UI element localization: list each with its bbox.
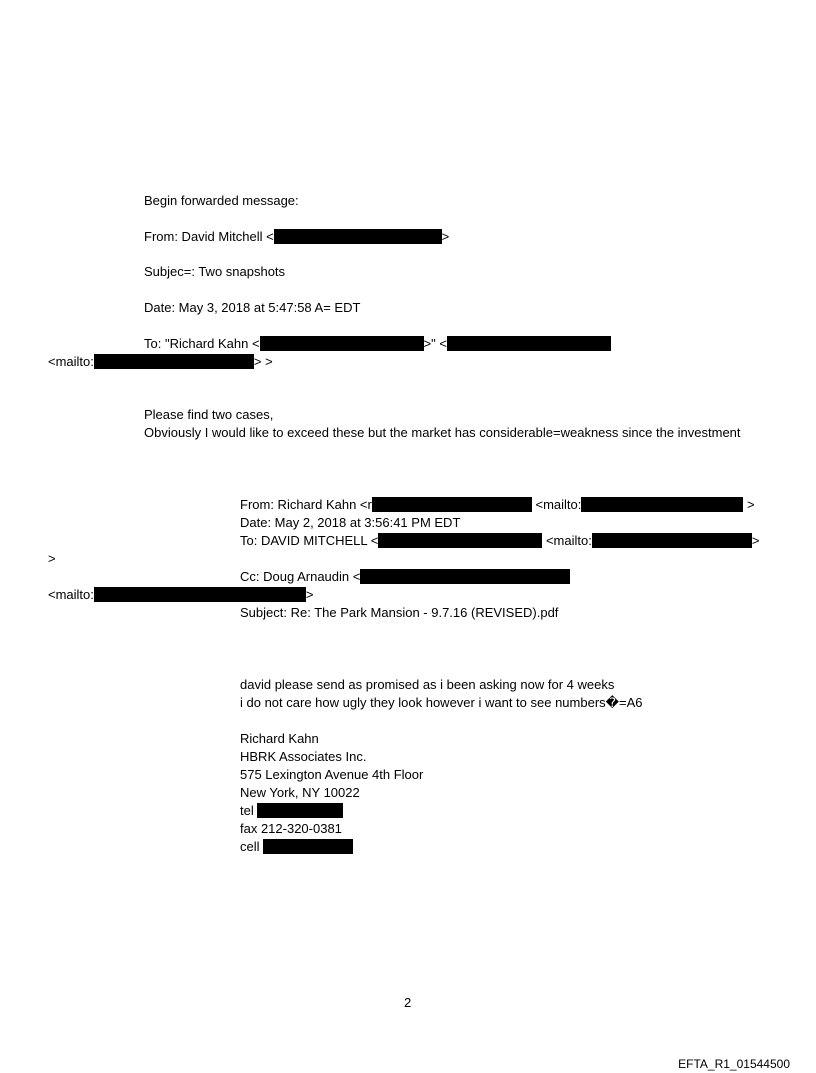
forward-to-line <box>144 336 611 352</box>
redaction-block <box>257 803 343 818</box>
signature-company: HBRK Associates Inc. <box>240 749 367 764</box>
quoted-from-line <box>240 497 755 513</box>
quoted-cc-label: Cc: Doug Arnaudin < <box>240 569 361 584</box>
redaction-block <box>447 336 611 351</box>
quoted-body-line-2: i do not care how ugly they look however i want to see numbers�=A6 <box>240 695 643 710</box>
signature-address: 575 Lexington Avenue 4th Floor <box>240 767 424 782</box>
redaction-block <box>94 587 306 602</box>
forward-from-line <box>144 229 449 245</box>
forward-to-label: To: "Richard Kahn < <box>144 336 260 351</box>
signature-cell-label: cell <box>240 839 260 854</box>
quoted-to-end: > <box>751 533 760 548</box>
bates-number: EFTA_R1_01544500 <box>678 1057 790 1071</box>
redaction-block <box>274 229 442 244</box>
quoted-cc-mailto-line <box>48 587 313 603</box>
quoted-cc-line <box>240 569 570 585</box>
quoted-to-line <box>240 533 759 549</box>
forward-subject-line: Subjec=: Two snapshots <box>144 264 286 279</box>
redaction-block <box>378 533 542 548</box>
quoted-wrap-gt: > <box>48 551 56 566</box>
page-number: 2 <box>404 995 412 1010</box>
quoted-cc-end: > <box>305 587 314 602</box>
body-line-2: Obviously I would like to exceed these but the market has considerable=weakness since the investment <box>144 425 741 440</box>
redaction-block <box>581 497 743 512</box>
signature-name: Richard Kahn <box>240 731 319 746</box>
redaction-block <box>94 354 254 369</box>
signature-fax: fax 212-320-0381 <box>240 821 342 836</box>
forward-to-mid: >" < <box>423 336 447 351</box>
quoted-from-mailto: <mailto: <box>535 497 582 512</box>
forward-date-line: Date: May 3, 2018 at 5:47:58 A= EDT <box>144 300 361 315</box>
signature-city: New York, NY 10022 <box>240 785 360 800</box>
quoted-cc-mailto: <mailto: <box>48 587 94 602</box>
redaction-block <box>360 569 570 584</box>
forward-mailto-label: <mailto: <box>48 354 94 369</box>
quoted-from-end: > <box>747 497 755 512</box>
body-line-1: Please find two cases, <box>144 407 274 422</box>
quoted-body-line-1: david please send as promised as i been asking now for 4 weeks <box>240 677 615 692</box>
quoted-to-mailto: <mailto: <box>545 533 592 548</box>
forward-mailto-line <box>48 354 273 370</box>
forward-mailto-end: > > <box>253 354 273 369</box>
quoted-subject-line: Subject: Re: The Park Mansion - 9.7.16 (REVISED).pdf <box>240 605 559 620</box>
redaction-block <box>372 497 532 512</box>
quoted-to-label: To: DAVID MITCHELL < <box>240 533 379 548</box>
redaction-block <box>263 839 353 854</box>
begin-forwarded-label: Begin forwarded message: <box>144 193 299 208</box>
signature-tel-line <box>240 803 343 819</box>
quoted-date-line: Date: May 2, 2018 at 3:56:41 PM EDT <box>240 515 461 530</box>
forward-from-label: From: David Mitchell < <box>144 229 274 244</box>
quoted-from-label: From: Richard Kahn <r <box>240 497 372 512</box>
redaction-block <box>592 533 752 548</box>
redaction-block <box>260 336 424 351</box>
signature-tel-label: tel <box>240 803 254 818</box>
signature-cell-line <box>240 839 353 855</box>
forward-from-end: > <box>441 229 450 244</box>
